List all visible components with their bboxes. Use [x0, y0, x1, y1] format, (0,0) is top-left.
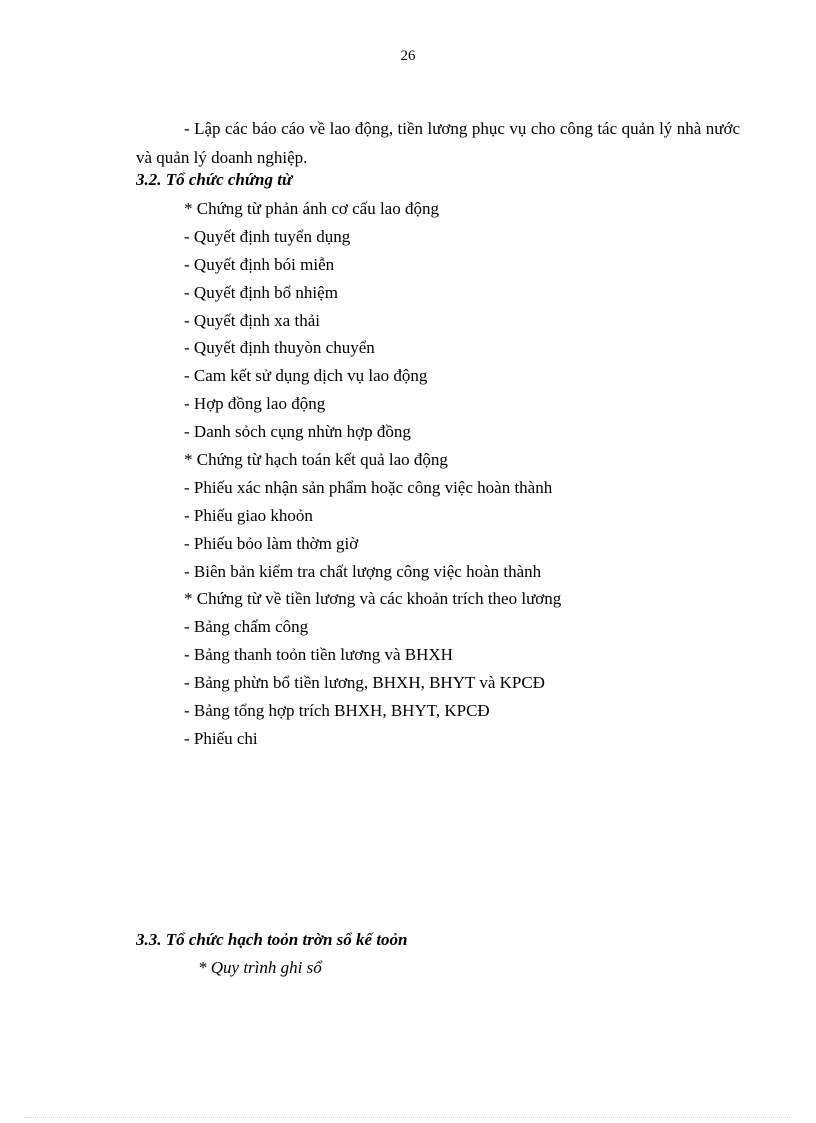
- list-item: - Quyết định xa thải: [184, 310, 320, 330]
- list-item: - Phiếu xác nhận sản phẩm hoặc công việc hoàn thành: [184, 477, 553, 497]
- list-item: - Hợp đồng lao động: [184, 394, 326, 414]
- page-footer-rule: [24, 1117, 792, 1118]
- list-item: * Chứng từ phản ánh cơ cấu lao động: [184, 199, 439, 218]
- list-item: - Bảng tổng hợp trích BHXH, BHYT, KPCĐ: [184, 701, 490, 721]
- intro-paragraph: - Lập các báo cáo về lao động, tiền lương phục vụ cho công tác quản lý nhà nước và quản lý doanh nghiệp.: [136, 119, 740, 167]
- list-item: - Phiếu chi: [184, 728, 258, 748]
- list-item: - Bảng chấm công: [184, 617, 309, 637]
- list-item: * Chứng từ về tiền lương và các khoản trích theo lương: [184, 589, 562, 609]
- subsection-label: * Quy trình ghi sổ: [198, 958, 322, 977]
- list-item: - Phiếu giao khoỏn: [184, 505, 313, 525]
- list-item: - Cam kết sử dụng dịch vụ lao động: [184, 366, 428, 386]
- list-item: * Chứng từ hạch toán kết quả lao động: [184, 450, 448, 470]
- list-item: - Danh sỏch cụng nhừn hợp đồng: [184, 422, 411, 442]
- section-heading-3-2: 3.2. Tổ chức chứng từ: [136, 170, 293, 189]
- list-item: - Quyết định thuyòn chuyển: [184, 338, 375, 358]
- list-item: - Bảng thanh toỏn tiền lương và BHXH: [184, 645, 453, 665]
- list-item: - Quyết định bói miễn: [184, 254, 335, 274]
- section-heading-3-3: 3.3. Tổ chức hạch toỏn trờn sổ kế toỏn: [136, 930, 408, 949]
- page-number: 26: [400, 48, 416, 64]
- list-item: - Quyết định tuyển dụng: [184, 226, 351, 246]
- list-item: - Phiếu bỏo làm thờm giờ: [184, 533, 359, 553]
- document-list: [184, 195, 561, 753]
- list-item: - Quyết định bổ nhiệm: [184, 282, 338, 302]
- list-item: - Bảng phừn bổ tiền lương, BHXH, BHYT và KPCĐ: [184, 673, 545, 693]
- list-item: - Biên bản kiểm tra chất lượng công việc hoàn thành: [184, 561, 542, 581]
